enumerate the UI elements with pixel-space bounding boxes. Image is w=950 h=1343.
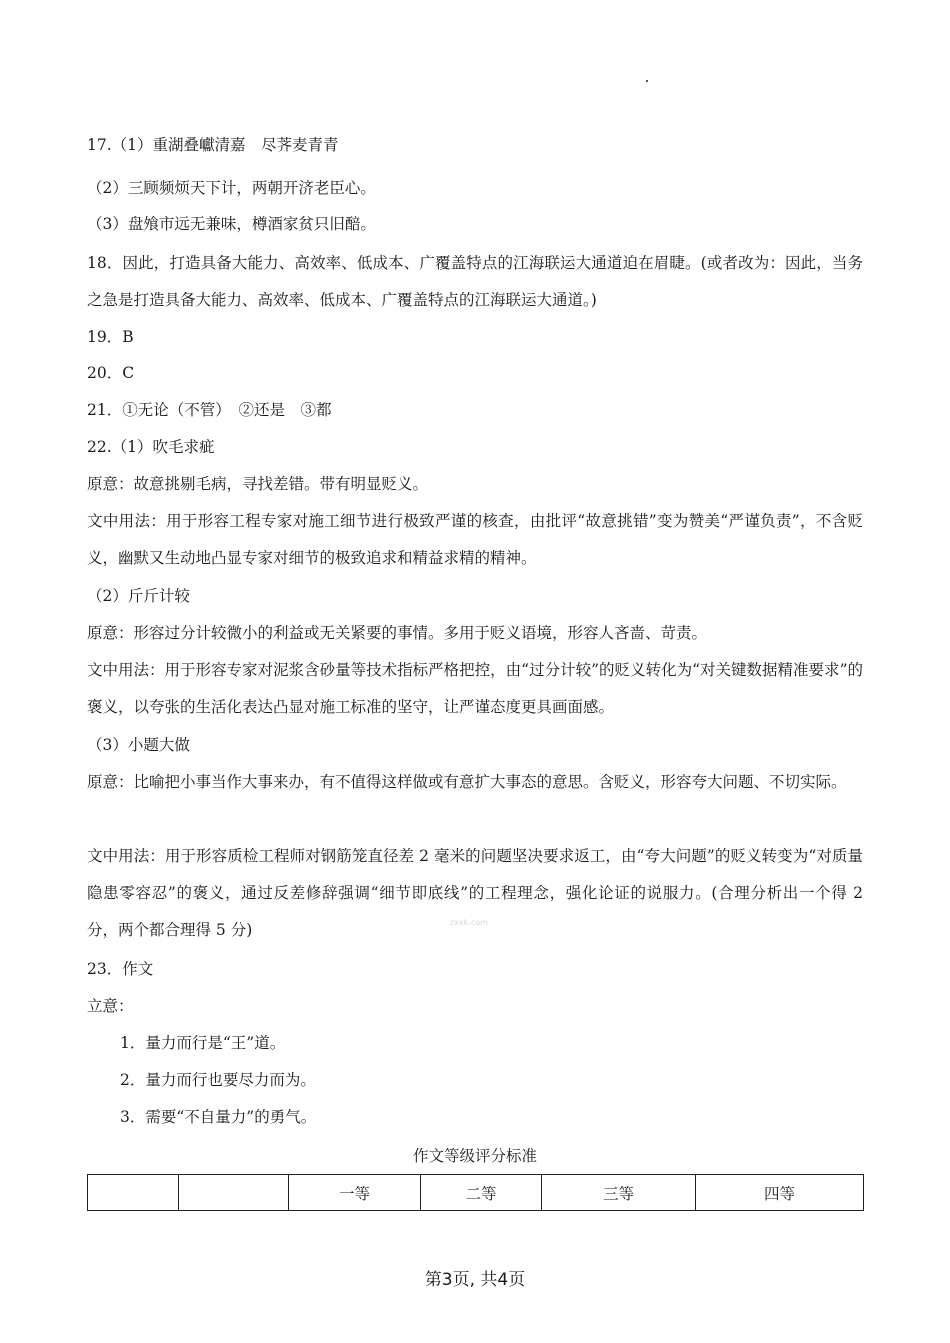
- q23-point-1: 1．量力而行是“王”道。: [120, 1034, 286, 1052]
- q22-heading: 22.（1）吹毛求疵: [87, 438, 215, 456]
- grading-table-header-row: [88, 1175, 864, 1211]
- grading-table: [87, 1174, 864, 1211]
- q22-2-usage: 文中用法：用于形容专家对泥浆含砂量等技术指标严格把控，由“过分计较”的贬义转化为“对关键数据精准要求”的褒义，以夸张的生活化表达凸显对施工标准的坚守，让严谨态度更具画面感。: [87, 661, 863, 716]
- q22-2-heading: （2）斤斤计较: [87, 587, 190, 605]
- q22-1-original-meaning: 原意：故意挑剔毛病，寻找差错。带有明显贬义。: [87, 475, 429, 493]
- q22-1-usage: 文中用法：用于形容工程专家对施工细节进行极致严谨的核查，由批评“故意挑错”变为赞美“严谨负责”，不含贬义，幽默又生动地凸显专家对细节的极致追求和精益求精的精神。: [87, 512, 863, 567]
- grading-header-grade-3: 三等: [542, 1175, 696, 1211]
- q23-lizi-label: 立意：: [87, 997, 134, 1015]
- q18-answer: 18．因此，打造具备大能力、高效率、低成本、广覆盖特点的江海联运大通道迫在眉睫。(或者改为：因此，当务之急是打造具备大能力、高效率、低成本、广覆盖特点的江海联运大通道。): [87, 254, 863, 309]
- grading-header-grade-4: 四等: [696, 1175, 864, 1211]
- q22-3-usage: 文中用法：用于形容质检工程师对钢筋笼直径差 2 毫米的问题坚决要求返工，由“夸大问题”的贬义转变为“对质量隐患零容忍”的褒义，通过反差修辞强调“细节即底线”的工程理念，强化论证的说服力。(合理分析出一个得 2 分，两个都合理得 5 分): [87, 847, 863, 939]
- grading-header-grade-2: 二等: [421, 1175, 542, 1211]
- q22-3-original-meaning: 原意：比喻把小事当作大事来办，有不值得这样做或有意扩大事态的意思。含贬义，形容夸大问题、不切实际。: [87, 773, 847, 791]
- grading-header-grade-1: 一等: [289, 1175, 421, 1211]
- q23-point-3: 3．需要“不自量力”的勇气。: [120, 1108, 317, 1126]
- page-footer: 第3页, 共4页: [424, 1270, 526, 1290]
- grading-table-title: 作文等级评分标准: [412, 1147, 537, 1165]
- q23-heading: 23．作文: [87, 960, 154, 978]
- q22-2-original-meaning: 原意：形容过分计较微小的利益或无关紧要的事情。多用于贬义语境，形容人吝啬、苛责。: [87, 624, 708, 642]
- q20-answer: 20．C: [87, 364, 135, 382]
- q17-line3: （3）盘飧市远无兼味，樽酒家贫只旧醅。: [87, 215, 376, 233]
- q17-line1: 17.（1）重湖叠巘清嘉 尽荠麦青青: [87, 136, 339, 154]
- scan-speck: [646, 80, 648, 82]
- watermark: zxxk.com: [450, 918, 488, 927]
- q21-answer: 21．①无论（不管） ②还是 ③都: [87, 401, 332, 419]
- q17-line2: （2）三顾频烦天下计，两朝开济老臣心。: [87, 179, 376, 197]
- grading-header-cell: [88, 1175, 179, 1211]
- grading-header-cell: [179, 1175, 289, 1211]
- q22-3-heading: （3）小题大做: [87, 736, 190, 754]
- q19-answer: 19．B: [87, 328, 134, 346]
- q23-point-2: 2．量力而行也要尽力而为。: [120, 1071, 316, 1089]
